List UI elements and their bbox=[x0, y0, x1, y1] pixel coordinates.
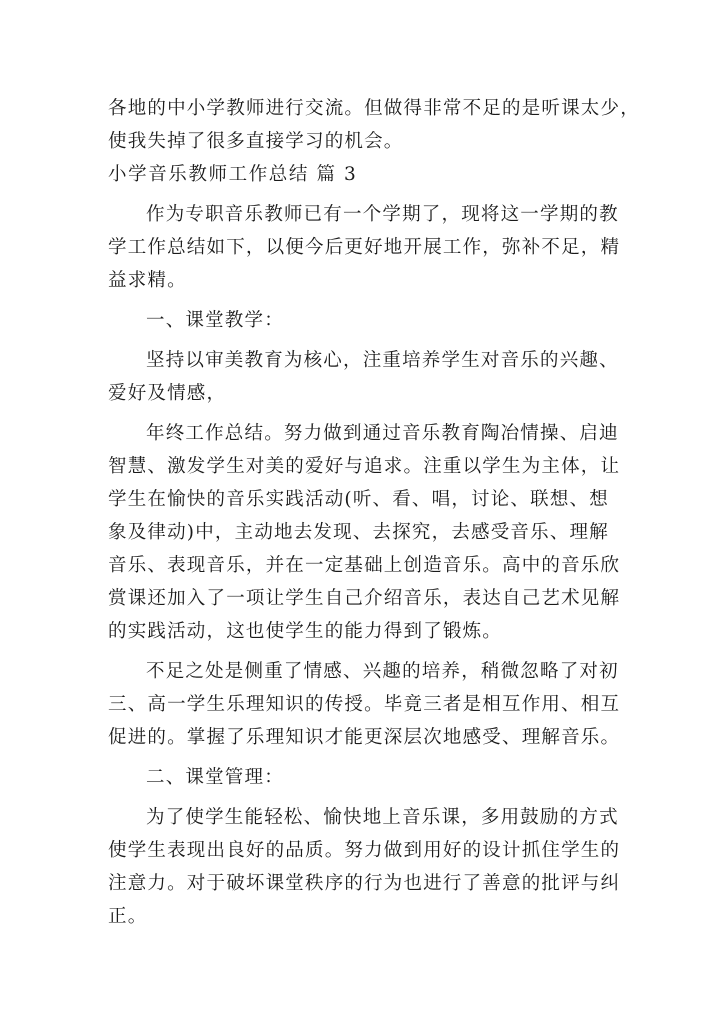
text-line: 作为专职音乐教师已有一个学期了，现将这一学期的教 bbox=[146, 204, 619, 225]
text-line: 为了使学生能轻松、愉快地上音乐课，多用鼓励的方式 bbox=[146, 807, 619, 828]
text-line: 的实践活动，这也使学生的能力得到了锻炼。 bbox=[108, 621, 503, 642]
text-line: 促进的。掌握了乐理知识才能更深层次地感受、理解音乐。 bbox=[108, 727, 621, 748]
text-line: 音乐、表现音乐，并在一定基础上创造音乐。高中的音乐欣 bbox=[108, 555, 621, 576]
text-line: 智慧、激发学生对美的爱好与追求。注重以学生为主体，让 bbox=[108, 456, 621, 477]
text-line: 年终工作总结。努力做到通过音乐教育陶冶情操、启迪 bbox=[146, 423, 619, 444]
text-line: 赏课还加入了一项让学生自己介绍音乐，表达自己艺术见解 bbox=[108, 588, 621, 609]
text-line: 一、课堂教学： bbox=[146, 310, 284, 331]
text-line: 二、课堂管理： bbox=[146, 767, 284, 788]
text-line: 学工作总结如下，以便今后更好地开展工作，弥补不足，精 bbox=[108, 237, 621, 258]
text-line: 各地的中小学教师进行交流。但做得非常不足的是听课太少， bbox=[108, 98, 640, 119]
text-line: 坚持以审美教育为核心，注重培养学生对音乐的兴趣、 bbox=[146, 350, 619, 371]
text-line: 不足之处是侧重了情感、兴趣的培养，稍微忽略了对初 bbox=[146, 661, 619, 682]
section-heading: 小学音乐教师工作总结 篇 3 bbox=[108, 164, 358, 185]
document-body bbox=[108, 92, 638, 933]
text-line: 正。 bbox=[108, 906, 148, 927]
text-line: 爱好及情感， bbox=[108, 383, 227, 404]
text-line: 学生在愉快的音乐实践活动(听、看、唱，讨论、联想、想 bbox=[108, 489, 609, 510]
text-line: 使学生表现出良好的品质。努力做到用好的设计抓住学生的 bbox=[108, 840, 621, 861]
text-line: 益求精。 bbox=[108, 270, 187, 291]
text-line: 三、高一学生乐理知识的传授。毕竟三者是相互作用、相互 bbox=[108, 694, 621, 715]
text-line: 使我失掉了很多直接学习的机会。 bbox=[108, 131, 404, 152]
text-line: 象及律动)中，主动地去发现、去探究，去感受音乐、理解 bbox=[108, 522, 609, 543]
text-line: 注意力。对于破坏课堂秩序的行为也进行了善意的批评与纠 bbox=[108, 873, 621, 894]
